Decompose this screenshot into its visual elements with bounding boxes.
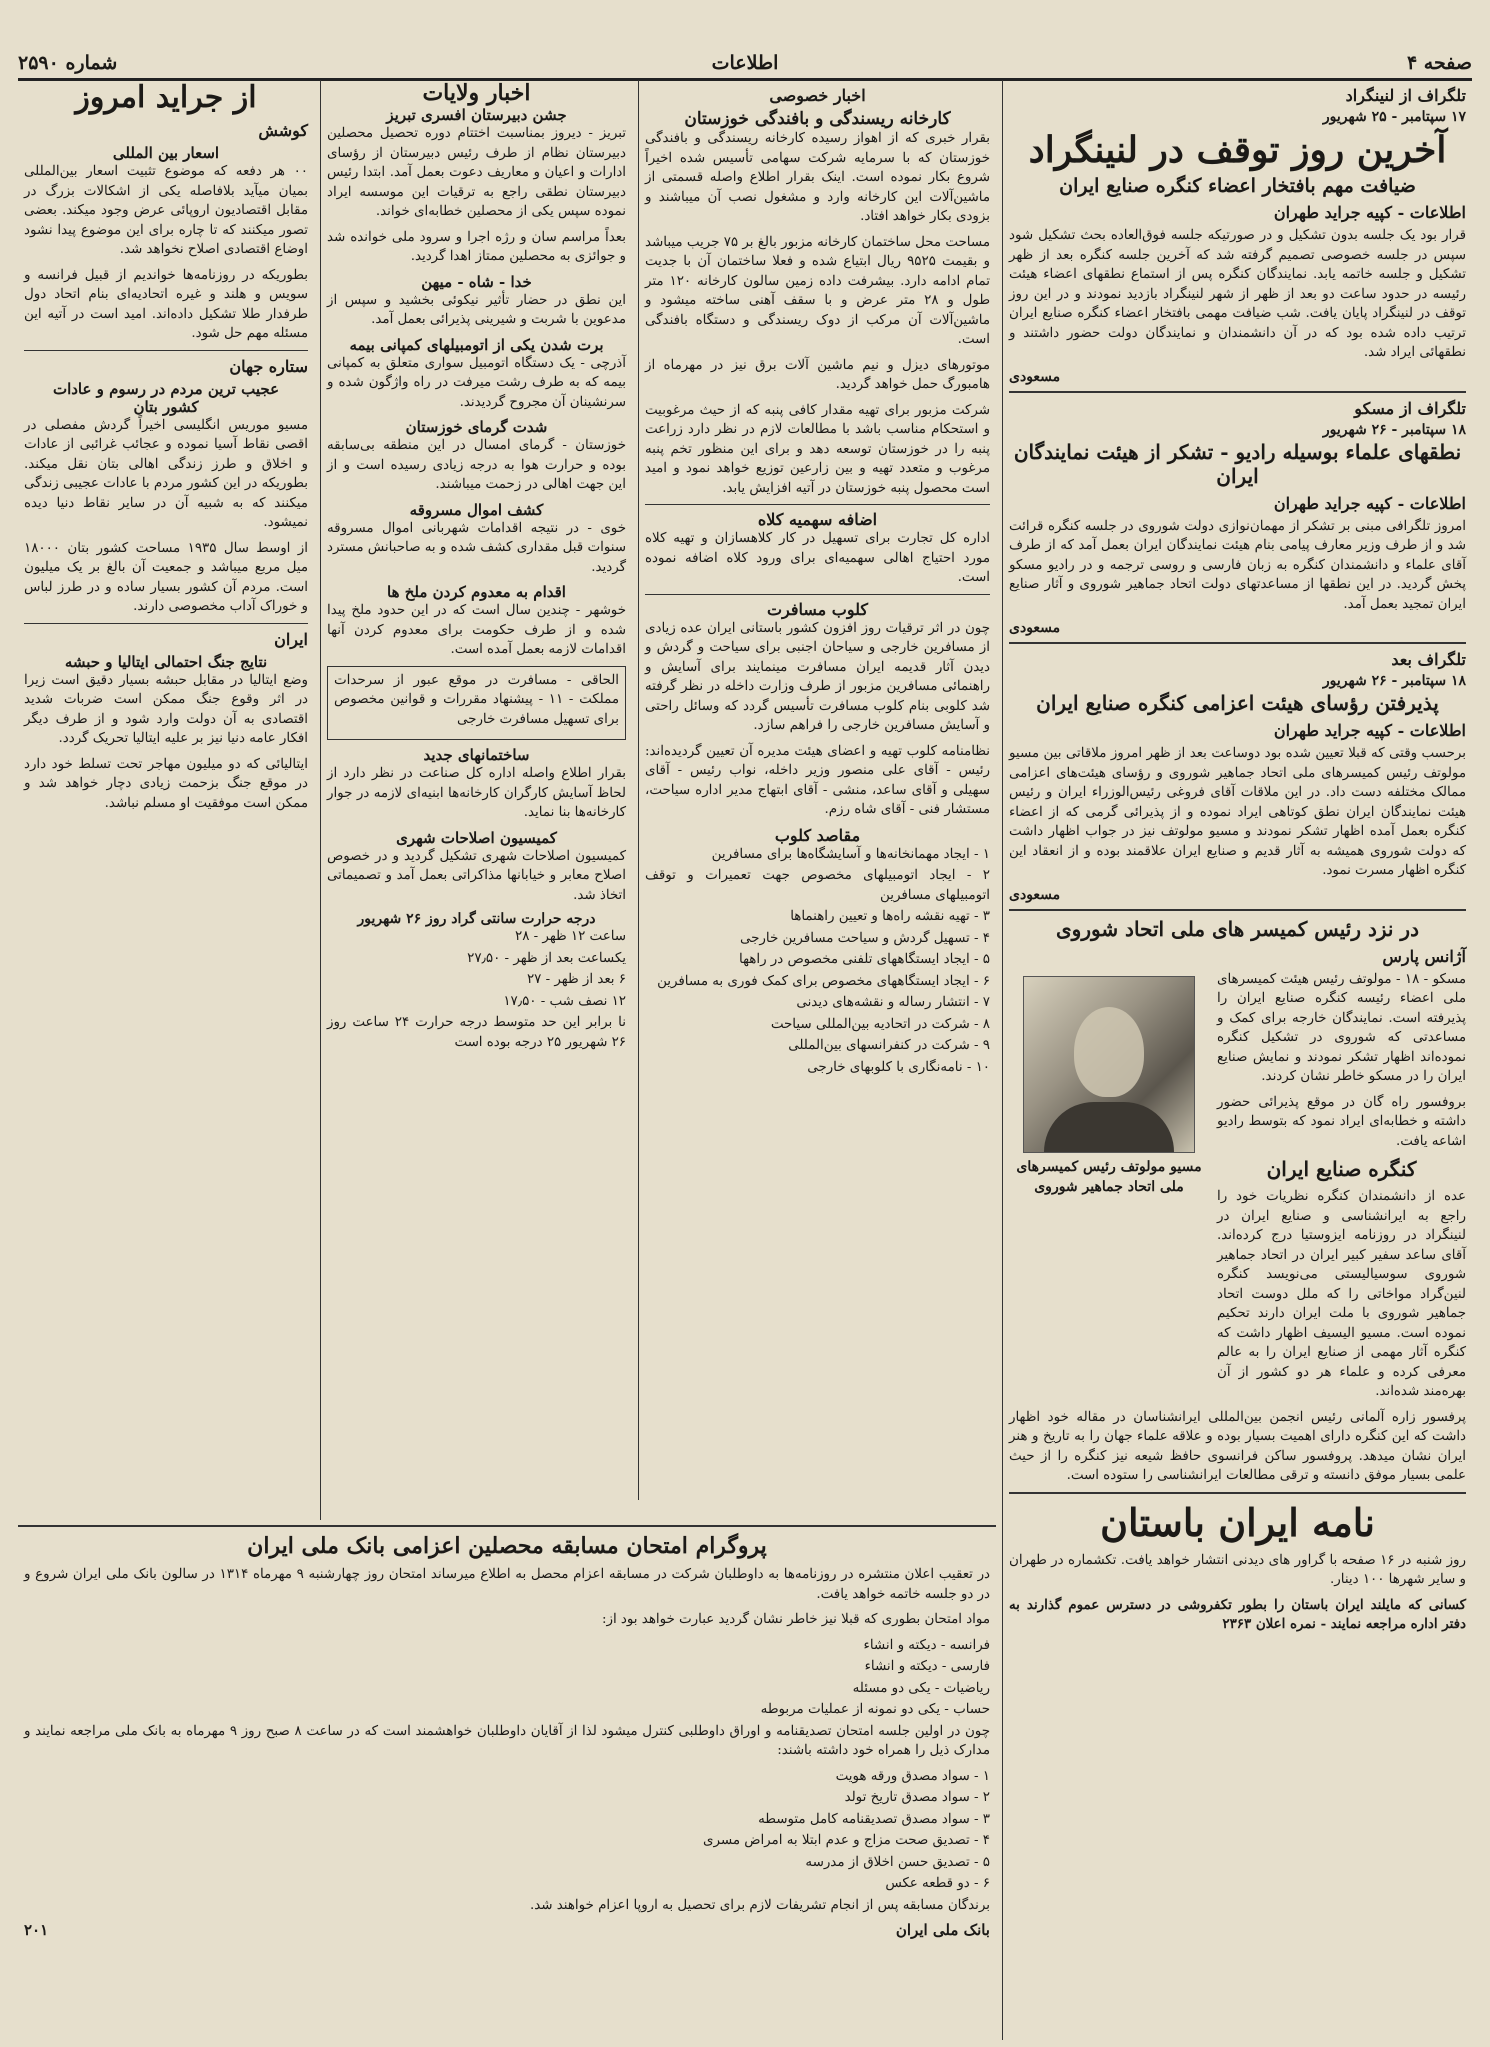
newspaper-name: ستاره جهان: [229, 356, 308, 376]
headline: نتایج جنگ احتمالی ایتالیا و حبشه: [64, 652, 268, 671]
article-paragraph: وضع ایتالیا در مقابل حبشه بسیار دقیق است زیرا در اثر وقوع جنگ ممکن است ضربات شدید اقتصادی به آن دولت وارد شود و از طرف دیگر افکار عامه دنیا نیز بر علیه ایتالیا تحریک گردد.: [24, 672, 308, 746]
headline: پذیرفتن رؤسای هیئت اعزامی کنگره صنایع ایران: [1036, 691, 1439, 715]
section-label: تلگراف از مسکو: [1354, 398, 1466, 418]
article-paragraph: مسیو موریس انگلیسی اخیراً گردش مفصلی در اقصی نقاط آسیا نموده و عجائب غرائبی از عادات و اخلاق و طرز زندگی اهالی بتان نقل میکند. بطوریکه در این کشور مردم با عادات عجیبی زندگی میکنند که به شبیه آن در سایر نقاط دنیا دیده نمیشود.: [24, 417, 308, 530]
article-paragraph: اداره کل تجارت برای تسهیل در کار کلاهسازان و تهیه کلاه مورد احتیاج اهالی سهمیه‌ای برای ورود کلاه اضافه نموده است.: [645, 531, 990, 585]
photo-caption: مسیو مولوتف رئیس کمیسرهای ملی اتحاد جماهیر شوروی: [1016, 1158, 1202, 1195]
headline: درجه حرارت سانتی گراد روز ۲۶ شهریور: [357, 911, 596, 927]
column-provinces: [320, 80, 632, 1520]
article-paragraph: روز شنبه در ۱۶ صفحه با گراور های دیدنی انتشار خواهد یافت. تکشماره در طهران و سایر شهرها ۱۰۰ دینار.: [1009, 1552, 1466, 1587]
temperature-list: [327, 927, 626, 1011]
headline: پروگرام امتحان مسابقه محصلین اعزامی بانک ملی ایران: [247, 1533, 767, 1559]
list-item: ۴ - تسهیل گردش و سیاحت مسافرین خارجی: [739, 930, 990, 946]
list-item: ۵ - تصدیق حسن اخلاق از مدرسه: [805, 1854, 990, 1870]
dateline: ۱۷ سپتامبر - ۲۵ شهریور: [1322, 109, 1466, 125]
headline-ad: نامه ایران باستان: [1100, 1499, 1375, 1545]
article-paragraph: خوی - در نتیجه اقدامات شهربانی اموال مسروقه سنوات قبل مقداری کشف شده و به صاحبانش مسترد گردید.: [327, 520, 626, 575]
article-paragraph: خوزستان - گرمای امسال در این منطقه بی‌سابقه بوده و حرارت هوا به درجه زیادی رسیده است و از این جهت اهالی در زحمت میباشند.: [327, 438, 626, 492]
article-paragraph: بقرار خبری که از اهواز رسیده کارخانه ریسندگی و بافندگی خوزستان که با سرمایه شرکت سهامی تأسیس شده اخیراً شروع بکار نموده است. اینک بقرار اطلاع واصله قسمتی از ماشین‌آلات این کارخانه وارد و مشغول نصب آن میباشند و بزودی بکار خواهد افتاد.: [645, 131, 990, 224]
paper-name: اطلاعات: [711, 52, 779, 74]
column-private-news: [638, 80, 996, 1500]
headline: کارخانه ریسندگی و بافندگی خوزستان: [684, 109, 951, 129]
article-paragraph: مواد امتحان بطوری که قبلا نیز خاطر نشان گردید عبارت خواهد بود از:: [601, 1612, 990, 1627]
article-paragraph: بقرار اطلاع واصله اداره کل صناعت در نظر دارد از لحاظ آسایش کارگران کارخانه‌ها ابنیه‌ای لازمه در جوار کارخانه‌ها بنا نماید.: [327, 766, 626, 820]
headline: مقاصد کلوب: [774, 825, 861, 845]
article-paragraph: نا برابر این حد متوسط درجه حرارت ۲۴ ساعت روز ۲۶ شهریور ۲۵ درجه بوده است: [327, 1015, 626, 1050]
list-item: ۶ - ایجاد ایستگاههای مخصوص برای کمک فوری به مسافرین: [657, 973, 990, 989]
article-paragraph: ایتالیائی که دو میلیون مهاجر تحت تسلط خود دارد در موقع جنگ بزحمت زیادی دچار خواهد شد و ممکن است موفقیت او مسلم نباشد.: [24, 756, 308, 811]
headline: اضافه سهمیه کلاه: [757, 510, 878, 529]
section-heading: از جراید امروز: [75, 80, 257, 115]
newspaper-name: ایران: [274, 629, 308, 649]
list-item: ۱ - سواد مصدق ورقه هویت: [835, 1768, 990, 1784]
article-paragraph: موتورهای دیزل و نیم ماشین آلات برق نیز در مهرماه از هامبورگ حمل خواهد گردید.: [645, 357, 990, 392]
section-heading: اخبار خصوصی: [769, 86, 866, 105]
column-telegraph: [1002, 80, 1472, 2040]
article-paragraph: از اوسط سال ۱۹۳۵ مساحت کشور بتان ۱۸۰۰۰ میل مربع میباشد و جمعیت آن بالغ بر یک میلیون است. مردم آن کشور بسیار ساده و در طرز لباس و خوراک آداب مخصوصی دارند.: [24, 540, 308, 614]
list-item: ۱۰ - نامه‌نگاری با کلوبهای خارجی: [807, 1059, 990, 1075]
boxed-note: [327, 666, 626, 741]
list-item: فرانسه - دیکته و انشاء: [863, 1637, 990, 1653]
headline: کمیسیون اصلاحات شهری: [396, 828, 557, 847]
headline: کلوب مسافرت: [766, 599, 869, 619]
article-paragraph: چون در اولین جلسه امتحان تصدیقنامه و اوراق داوطلبی کنترل میشود لذا از آقایان داوطلبان خواهشمند است که در ساعت ۸ صبح روز ۹ مهرماه به بانک ملی مراجعه نمایند و مدارک ذیل را همراه خود داشته باشند:: [24, 1723, 991, 1758]
article-paragraph: پرفسور زاره آلمانی رئیس انجمن بین‌المللی ایرانشناسان در مقاله خود اظهار داشت که این کنگره دارای اهمیت بسیار بوده و علاقه علماء جهان را به تاریخ و هنر ایران نشان میدهد. پروفسور ساکن فرانسوی حافظ شیعه نیز کنگره را از حیث علمی بسیار موفق دانسته و ترقی مطالعات ایرانشناسی را ستوده است.: [1009, 1409, 1466, 1483]
club-goals-list: [645, 845, 990, 1078]
list-item: ریاضیات - یکی دو مسئله: [852, 1680, 990, 1696]
list-item: ۶ - دو قطعه عکس: [885, 1876, 990, 1891]
list-item: ۱ - ایجاد مهمانخانه‌ها و آسایشگاه‌ها برای مسافرین: [711, 846, 990, 862]
ad-number: ۲۰۱: [24, 1921, 49, 1939]
article-paragraph: کمیسیون اصلاحات شهری تشکیل گردید و در خصوص اصلاح معابر و خیابانها مذاکراتی بعمل آمد و تصمیماتی اتخاذ شد.: [327, 848, 626, 903]
signature: بانک ملی ایران: [895, 1921, 990, 1939]
list-item: ۵ - ایجاد ایستگاههای تلفنی مخصوص در راهها: [739, 952, 990, 967]
article-paragraph: برندگان مسابقه پس از انجام تشریفات لازم برای تحصیل به اروپا اعزام خواهند شد.: [530, 1897, 990, 1913]
subheadline: کشور بتان: [133, 397, 199, 416]
signature: مسعودی: [1009, 886, 1061, 903]
list-item: ساعت ۱۲ ظهر - ۲۸: [515, 929, 626, 944]
list-item: ۱۲ نصف شب - ۱۷٫۵۰: [503, 993, 626, 1009]
signature: مسعودی: [1009, 368, 1061, 385]
headline: در نزد رئیس کمیسر های ملی اتحاد شوروی: [1056, 916, 1419, 941]
headline: نطقهای علماء بوسیله رادیو - تشکر از هیئت نمایندگان ایران: [1013, 439, 1462, 488]
section-label: تلگراف از لنینگراد: [1345, 86, 1466, 105]
article-paragraph: در تعقیب اعلان منتشره در روزنامه‌ها به داوطلبان شرکت در مسابقه اعزام محصل به اطلاع میرساند امتحان روز چهارشنبه ۹ مهرماه ۱۳۱۴ در سالون بانک ملی ایران شروع و در دو جلسه خاتمه خواهد یافت.: [24, 1567, 991, 1602]
article-paragraph: بعداً مراسم سان و رژه اجرا و سرود ملی خوانده شد و جوائزی به محصلین ممتاز اهدا گردید.: [327, 229, 626, 264]
headline: اقدام به معدوم کردن ملخ ها: [387, 583, 566, 601]
newspaper-name: کوشش: [258, 121, 308, 140]
headline: جشن دبیرستان افسری تبریز: [386, 106, 567, 124]
source-line: اطلاعات - کپیه جراید طهران: [1273, 721, 1466, 740]
list-item: یکساعت بعد از ظهر - ۲۷٫۵۰: [467, 950, 626, 966]
article-paragraph: ۰۰ هر دفعه که موضوع تثبیت اسعار بین‌المللی بمیان میآید بلافاصله یکی از اشکالات بزرگ در مقابل اقتصادیون اروپائی عرض وجود میکند. بعضی تصور میکنند که تا چاره برای این موضوع پیدا نشود اوضاع اقتصادی اصلاح نخواهد شد.: [24, 164, 308, 257]
article-paragraph: شرکت مزبور برای تهیه مقدار کافی پنبه که از حیث مرغوبیت و استحکام مناسب باشد با مطالعات لازم در نظر دارد زراعت پنبه را در خوزستان توسعه دهد و برای این منظور تخم پنبه مرغوب و متعدد تهیه و بین زارعین توزیع خواهد نمود و امید است محصول پنبه خوزستان در آتیه افزایش یابد.: [645, 402, 990, 496]
headline: کشف اموال مسروقه: [409, 500, 544, 519]
article-paragraph: برحسب وقتی که قبلا تعیین شده بود دوساعت بعد از ظهر امروز ملاقاتی بین مسیو مولوتف رئیس کمیسرهای ملی اتحاد جماهیر شوروی و رؤسای هیئت‌های اعزامی ممالک مختلفه دست داد. در این ملاقات آقای فروغی رئیس‌الوزراء ایران و رئیس هیئت نمایندگان ایران نطق کوتاهی ایراد نموده و از پذیرائی گرمی که از اعضاء کنگره بعمل آمده اظهار تشکر نمودند و مسیو مولوتف نیز در جواب اظهار داشت که دولت شوروی همیشه به آثار قدیم و صنایع ایران علاقمند بوده و از انعقاد این کنگره اظهار مسرت نمود.: [1009, 746, 1466, 878]
headline: اسعار بین المللی: [112, 144, 220, 162]
article-paragraph: خوشهر - چندین سال است که در این حدود ملخ پیدا شده و از طرف حکومت برای معدوم کردن آنها اقدامات لازمه بعمل آمده است.: [327, 603, 626, 657]
dateline: ۱۸ سپتامبر - ۲۶ شهریور: [1322, 421, 1466, 438]
article-paragraph: بروفسور راه گان در موقع پذیرائی حضور داشته و خطابه‌ای ایراد نمود که بتوسط رادیو اشاعه یافت.: [1217, 1094, 1466, 1149]
source-line: اطلاعات - کپیه جراید طهران: [1273, 203, 1466, 222]
article-paragraph: عده از دانشمندان کنگره نظریات خود را راجع به ایرانشناسی و صنایع ایران در لنینگراد در روزنامه ایزوستیا درج کرده‌اند. آقای ساعد سفیر کبیر ایران در اتحاد جماهیر شوروی سوسیالیستی می‌نویسد کنگره لنین‌گراد مواخاتی را که ملل دوست اتحاد جماهیر شوروی با ملت ایران دارند تحکیم نموده است. مسیو الیسیف اظهار داشت که کنگره آثار مهمی از صنایع ایران را به عالم معرفی کرده و علماء هر دو کشور از آن بهره‌مند شده‌اند.: [1217, 1189, 1466, 1399]
agency-label: آژانس پارس: [1382, 946, 1466, 966]
list-item: ۶ بعد از ظهر - ۲۷: [526, 972, 626, 987]
main-headline: آخرین روز توقف در لنینگراد: [1028, 129, 1447, 171]
article-paragraph: قرار بود یک جلسه بدون تشکیل و در صورتیکه جلسه فوق‌العاده بحث تشکیل شود سپس در جلسه خصوصی تصمیم گرفته شد که آخرین جلسه کنگره بعد از ظهر تشکیل و جلسه خاتمه یابد. نمایندگان کنگره پس از استماع نطقهای اعضاء هیئت رئیسه در حدود ساعت دو بعد از ظهر از شهر لنینگراد بازدید نمودند و در این روز توقف در لنینگراد پایان یافت. شب ضیافت مهمی بافتخار اعضاء کنگره صنایع ایران ترتیب داده شده بود که در آن دانشمندان و نمایندگان دولت حضور داشتند و نطقهائی ایراد شد.: [1009, 228, 1466, 360]
article-paragraph: امروز تلگرافی مبنی بر تشکر از مهمان‌نوازی دولت شوروی در جلسه کنگره قرائت شد و از طرف وزیر معارف پیامی بنام هیئت نمایندگان ایران بعمل آمد که از طرف آقای علماء و دانشمندان کنگره به زبان فارسی و روسی ترجمه و در رادیو مسکو پخش گردید. در این نطقها از مساعدتهای دولت اتحاد جماهیر شوروی و آثار صنایع ایران تمجید بعمل آمد.: [1009, 518, 1466, 612]
article-paragraph: نظامنامه کلوب تهیه و اعضای هیئت مدیره آن تعیین گردیده‌اند: رئیس - آقای علی منصور وزیر داخله، نواب رئیس - آقای سهیلی و آقای ساعد، منشی - آقای ابتهاج مدیر اداره سیاحت، مستشار فنی - آقای شاه رزم.: [645, 743, 990, 817]
source-line: اطلاعات - کپیه جراید طهران: [1273, 493, 1466, 513]
section-label: تلگراف بعد: [1391, 650, 1466, 669]
subheadline: ضیافت مهم بافتخار اعضاء کنگره صنایع ایران: [1059, 175, 1416, 197]
article-paragraph: تبریز - دیروز بمناسبت اختتام دوره تحصیل محصلین دبیرستان نظام از طرف رئیس دبیرستان از رؤسای ادارات و اعیان و معاریف دعوت بعمل آمد. ابتدا رئیس دبیرستان نطقی راجع به ترقیات این موسسه ایراد نموده سپس یکی از محصلین خطابه‌ای خواند.: [327, 126, 626, 219]
list-item: حساب - یکی دو نمونه از عملیات مربوطه: [760, 1702, 990, 1717]
headline: کنگره صنایع ایران: [1266, 1157, 1417, 1181]
headline: شدت گرمای خوزستان: [405, 418, 548, 436]
list-item: ۳ - تهیه نقشه راه‌ها و تعیین راهنماها: [790, 909, 990, 924]
box-text: الحاقی - مسافرت در موقع عبور از سرحدات مملکت - ۱۱ - پیشنهاد مقررات و قوانین مخصوص برای تسهیل مسافرت خارجی: [334, 672, 619, 727]
headline: خدا - شاه - میهن: [421, 272, 532, 291]
issue-number: شماره ۲۵۹۰: [18, 52, 118, 74]
article-paragraph: این نطق در حضار تأثیر نیکوئی بخشید و سپس از مدعوین با شربت و شیرینی پذیرائی بعمل آمد.: [327, 292, 626, 327]
page-number: صفحه ۴: [1406, 52, 1472, 74]
list-item: ۷ - انتشار رساله و نقشه‌های دیدنی: [796, 995, 990, 1010]
list-item: ۴ - تصدیق صحت مزاج و عدم ابتلا به امراض مسری: [703, 1833, 990, 1848]
headline: عجیب ترین مردم در رسوم و عادات: [52, 379, 280, 398]
section-heading: اخبار ولایات: [422, 80, 531, 106]
headline: برت شدن یکی از اتومبیلهای کمپانی بیمه: [349, 335, 604, 354]
portrait-photo: [1023, 976, 1195, 1153]
dateline: ۱۸ سپتامبر - ۲۶ شهریور: [1322, 673, 1466, 689]
article-paragraph: آذرچی - یک دستگاه اتومبیل سواری متعلق به کمپانی بیمه که به طرف رشت میرفت در راه واژگون شده و سرنشینان آن مجروح گردیدند.: [327, 355, 626, 410]
list-item: فارسی - دیکته و انشاء: [864, 1659, 990, 1674]
column-today-press: [18, 80, 314, 1520]
exam-subjects-list: [24, 1636, 990, 1720]
list-item: ۲ - سواد مصدق تاریخ تولد: [844, 1790, 990, 1805]
list-item: ۸ - شرکت در اتحادیه بین‌المللی سیاحت: [770, 1016, 990, 1032]
headline: ساختمانهای جدید: [423, 746, 530, 764]
bank-exam-announcement: [18, 1525, 996, 2040]
article-paragraph: بطوریکه در روزنامه‌ها خواندیم از قبیل فرانسه و سویس و هلند و غیره اتحادیه‌ای بنام اتحاد دول طرفدار طلا تشکیل داده‌اند. امید است در آتیه این مسئله مهم حل شود.: [24, 267, 308, 341]
article-paragraph: مساحت محل ساختمان کارخانه مزبور بالغ بر ۷۵ جریب میباشد و بقیمت ۹۵۲۵ ریال ابتیاع شده و فعلا ساختمان آن با جدیت تمام ادامه دارد. بیشرفت داده زمین سالون کارخانه ۱۲۰ متر طول و ۲۸ متر عرض و با سقف آهنی ساخته میشود و ماشین‌آلات آن مرکب از دوک ریسندگی و دستگاه بافندگی است.: [645, 234, 991, 347]
masthead: [18, 44, 1472, 81]
article-paragraph: مسکو - ۱۸ - مولوتف رئیس هیئت کمیسرهای ملی اعضاء رئیسه کنگره صنایع ایران را پذیرفته است. نمایندگان خارجه برای کمک و مساعدتی که شوروی در تشکیل کنگره نموده‌اند اظهار تشکر نمودند و نمایش صنایع ایران را در مسکو خاطر نشان کردند.: [1217, 971, 1467, 1084]
required-docs-list: [24, 1767, 990, 1894]
article-paragraph: کسانی که مایلند ایران باستان را بطور تکفروشی در دسترس عموم گذارند به دفتر اداره مراجعه نمایند - نمره اعلان ۲۳۶۳: [1009, 1596, 1466, 1632]
signature: مسعودی: [1009, 620, 1061, 636]
list-item: ۹ - شرکت در کنفرانسهای بین‌المللی: [788, 1038, 990, 1053]
list-item: ۳ - سواد مصدق تصدیقنامه کامل متوسطه: [758, 1811, 990, 1827]
list-item: ۲ - ایجاد اتومبیلهای مخصوص جهت تعمیرات و توقف اتومبیلهای مسافرین: [645, 868, 990, 903]
article-paragraph: چون در اثر ترقیات روز افزون کشور باستانی ایران عده زیادی از مسافرین خارجی و سیاحان اجنبی برای سیاحت و گردش و دیدن آثار قدیمه ایران مسافرت مینمایند برای آسایش و راهنمائی مسافرین مزبور از طرف وزارت داخله در نظر گرفته شد کلوبی بنام کلوب مسافرت تأسیس گردد که وسائل راحتی و آسایش مسافرین خارجی را فراهم سازد.: [645, 620, 990, 733]
